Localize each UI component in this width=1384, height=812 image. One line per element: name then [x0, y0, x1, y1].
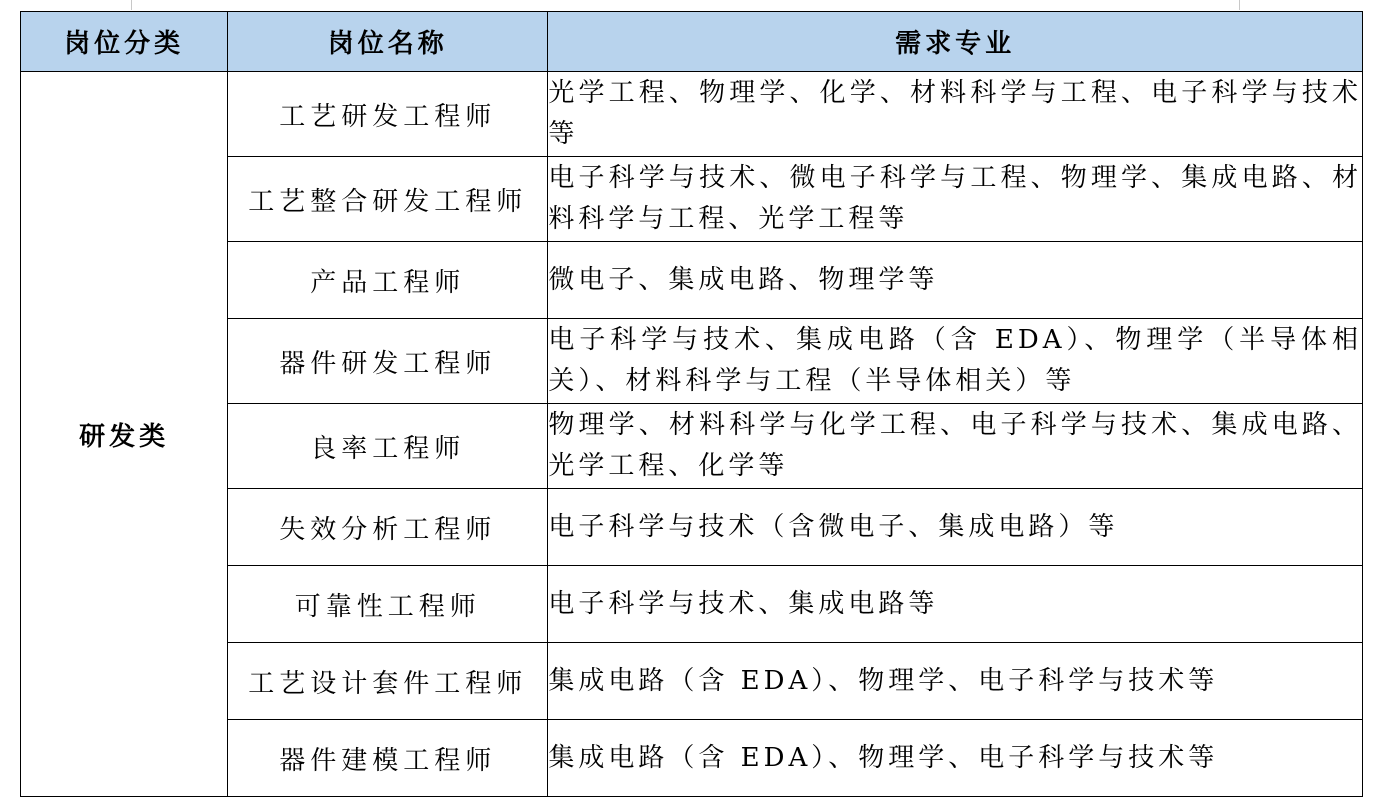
- majors-cell: 光学工程、物理学、化学、材料科学与工程、电子科学与技术等: [548, 72, 1363, 157]
- majors-cell: 集成电路（含 EDA）、物理学、电子科学与技术等: [548, 643, 1363, 720]
- position-cell: 良率工程师: [228, 404, 548, 489]
- position-cell: 器件建模工程师: [228, 720, 548, 797]
- header-category: 岗位分类: [21, 12, 228, 72]
- position-cell: 可靠性工程师: [228, 566, 548, 643]
- header-position: 岗位名称: [228, 12, 548, 72]
- job-table-container: [20, 11, 1363, 797]
- category-cell: 研发类: [21, 72, 228, 797]
- position-cell: 工艺研发工程师: [228, 72, 548, 157]
- majors-cell: 电子科学与技术、集成电路（含 EDA）、物理学（半导体相关）、材料科学与工程（半导体相关）等: [548, 319, 1363, 404]
- position-cell: 产品工程师: [228, 242, 548, 319]
- position-cell: 失效分析工程师: [228, 489, 548, 566]
- majors-cell: 电子科学与技术、微电子科学与工程、物理学、集成电路、材料科学与工程、光学工程等: [548, 157, 1363, 242]
- majors-cell: 集成电路（含 EDA）、物理学、电子科学与技术等: [548, 720, 1363, 797]
- position-cell: 工艺设计套件工程师: [228, 643, 548, 720]
- header-majors: 需求专业: [548, 12, 1363, 72]
- table-header-row: [21, 12, 1363, 72]
- page-edge-mark: [131, 0, 132, 10]
- majors-cell: 微电子、集成电路、物理学等: [548, 242, 1363, 319]
- majors-cell: 物理学、材料科学与化学工程、电子科学与技术、集成电路、光学工程、化学等: [548, 404, 1363, 489]
- table-row: [21, 72, 1363, 157]
- page-edge-mark: [1239, 0, 1240, 10]
- majors-cell: 电子科学与技术、集成电路等: [548, 566, 1363, 643]
- job-requirements-table: [20, 11, 1363, 797]
- position-cell: 器件研发工程师: [228, 319, 548, 404]
- position-cell: 工艺整合研发工程师: [228, 157, 548, 242]
- majors-cell: 电子科学与技术（含微电子、集成电路）等: [548, 489, 1363, 566]
